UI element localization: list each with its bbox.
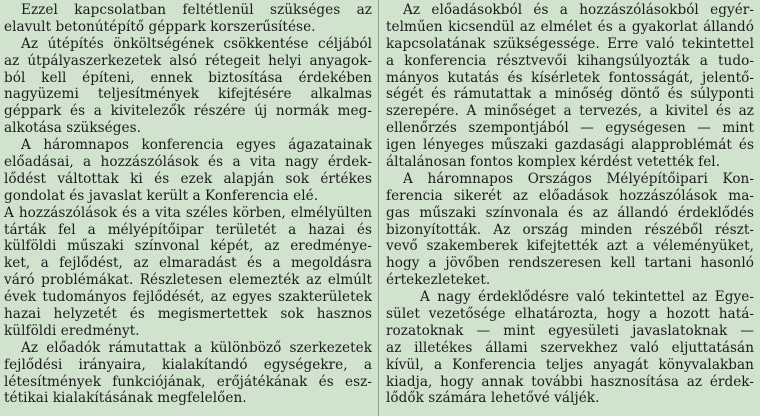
text-line: létesítmények funkciójának, erőjátékának és esz-	[4, 373, 372, 390]
text-line: A háromnapos konferencia egyes ágazatainak	[21, 137, 372, 154]
text-line: mányos kutatás és kísérletek fontosságát, jelentő-	[386, 69, 754, 86]
text-line: az útpályaszerkezetek alsó rétegeit helyi anyagok-	[4, 52, 372, 69]
text-line: általánosan fontos komplex kérdést vetették fel.	[386, 154, 721, 171]
text-line: gas műszaki színvonala és az állandó érdeklődés	[386, 204, 754, 221]
text-line: ból kell építeni, ennek biztosítása érdekében	[4, 69, 372, 86]
text-line: ségét és rámutattak a minőség döntő és súlyponti	[386, 86, 754, 103]
text-line: A nagy érdeklődésre való tekintettel az Egye-	[420, 289, 754, 306]
text-line: évek tudományos fejlődését, az egyes szakterületek	[4, 289, 372, 306]
text-line: alkotása szükséges.	[4, 120, 141, 137]
text-line: váró problémákat. Részletesen elemezték az elmúlt	[4, 272, 372, 289]
text-line: gondolat és javaslat került a Konferencia elé.	[4, 187, 319, 204]
text-line: ellenőrzés szempontjából — egységesen — mint	[386, 120, 754, 137]
text-line: a konferencia résztvevői kihangsúlyozták a tudo-	[386, 52, 754, 69]
text-line: géppark és a kivitelezők részére új normák meg-	[4, 103, 372, 120]
text-line: Az útépítés önköltségének csökkentése céljából	[21, 35, 372, 52]
text-line: lődést váltottak ki és ezek alapján sok értékes	[4, 170, 372, 187]
text-line: vevő szakemberek kifejtették azt a véleményüket,	[386, 238, 754, 255]
text-line: Az előadók rámutattak a különböző szerkezetek	[21, 339, 372, 356]
text-line: sület vezetősége elhatározta, hogy a hozott hatá-	[386, 306, 754, 323]
text-line: külföldi műszaki színvonal képét, az eredménye-	[4, 238, 372, 255]
text-line: tétikai kialakításának megfelelően.	[4, 390, 247, 407]
text-line: Ezzel kapcsolatban feltétlenül szükséges az	[21, 2, 372, 18]
text-line: A hozzászólások és a vita széles körben, elmélyülten	[4, 204, 372, 221]
text-line: Az előadásokból és a hozzászólásokból egyér-	[403, 2, 754, 18]
text-line: rozatoknak — mint egyesületi javaslatoknak —	[386, 322, 754, 339]
text-line: kiadja, hogy annak további hasznosítása az érdek-	[386, 373, 754, 390]
text-line: hazai helyzetét és megismertettek sok hasznos	[4, 306, 372, 323]
text-line: ket, a fejlődést, az elmaradást és a megoldásra	[4, 255, 372, 272]
text-line: telműen kicsendül az elmélet és a gyakorlat állandó	[386, 18, 754, 35]
text-line: bizonyították. Az ország minden részéből részt-	[386, 221, 754, 238]
text-line: kívül, a Konferencia teljes anyagát könyvalakban	[386, 356, 754, 373]
text-line: igen lényeges műszaki gazdasági alapproblémát és	[386, 137, 754, 154]
text-line: kapcsolatának szükségessége. Erre való tekintettel	[386, 35, 754, 52]
text-line: fejlődési irányaira, kialakítandó egységekre, a	[4, 356, 372, 373]
text-line: tárták fel a mélyépítőipar területét a hazai és	[4, 221, 372, 238]
text-line: lődők számára lehetővé váljék.	[386, 390, 600, 407]
right-column	[386, 2, 754, 407]
text-line: A háromnapos Országos Mélyépítőipari Kon-	[403, 170, 754, 187]
text-line: szerepére. A minőséget a tervezés, a kivitel és az	[386, 103, 754, 120]
left-column	[4, 2, 372, 407]
text-line: ferencia sikerét az előadások hozzászólások ma-	[386, 187, 754, 204]
column-divider	[378, 0, 379, 416]
text-line: elavult betonútépítő géppark korszerűsítése.	[4, 18, 316, 35]
text-line: hogy a jövőben rendszeresen kell tartani hasonló	[386, 255, 754, 272]
text-line: értekezleteket.	[386, 272, 491, 289]
text-line: külföldi eredményt.	[4, 322, 140, 339]
text-line: nagyüzemi teljesítmények kifejtésére alkalmas	[4, 86, 372, 103]
text-line: az illetékes állami szervekhez való eljuttatásán	[386, 339, 754, 356]
text-line: előadásai, a hozzászólások és a vita nagy érdek-	[4, 154, 372, 171]
